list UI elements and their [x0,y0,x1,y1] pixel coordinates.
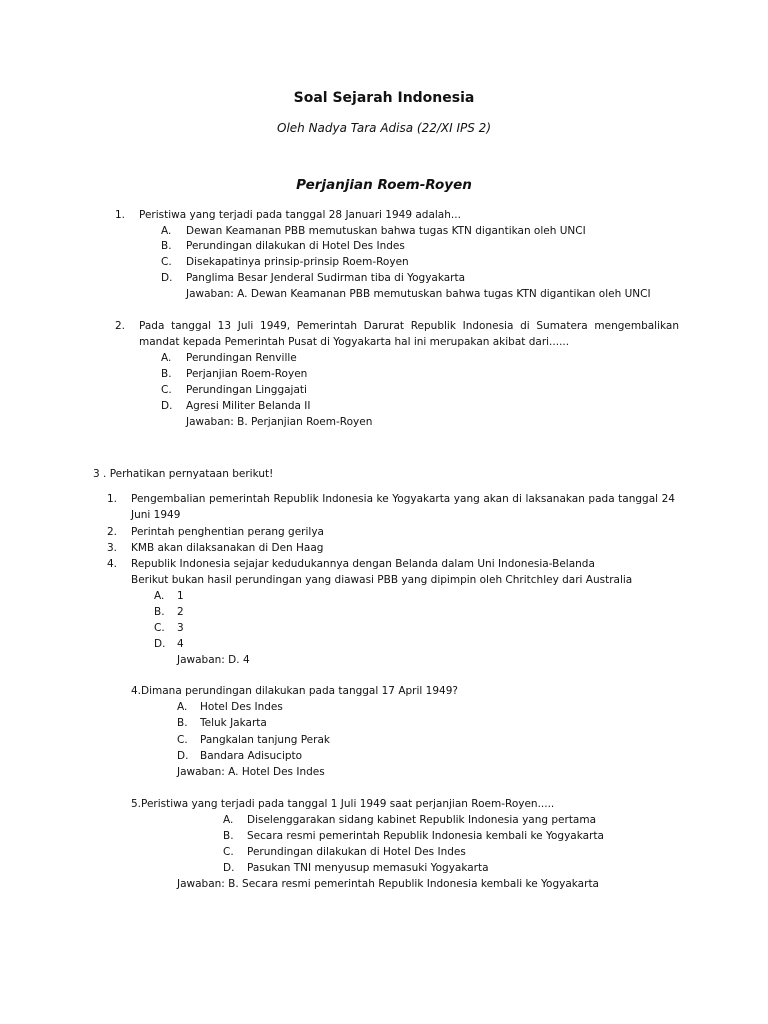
option-text: Bandara Adisucipto [200,750,303,762]
option-letter: D. [161,272,173,284]
document-author: Oleh Nadya Tara Adisa (22/XI IPS 2) [277,121,491,135]
option-text: Secara resmi pemerintah Republik Indonesia kembali ke Yogyakarta [247,830,604,842]
question-text: Berikut bukan hasil perundingan yang diawasi PBB yang dipimpin oleh Chritchley dari Australia [131,574,633,586]
option-letter: A. [161,225,172,237]
statement-text: KMB akan dilaksanakan di Den Haag [131,542,324,554]
option-letter: D. [154,638,166,650]
option-letter: C. [161,384,172,396]
option-text: Perjanjian Roem-Royen [186,368,308,380]
option-letter: C. [223,846,234,858]
option-letter: A. [161,352,172,364]
option-letter: C. [154,622,165,634]
option-text: 1 [177,590,184,602]
option-text: 3 [177,622,184,634]
question-text: 4.Dimana perundingan dilakukan pada tanggal 17 April 1949? [131,685,458,697]
option-text: Perundingan dilakukan di Hotel Des Indes [186,240,405,252]
option-letter: C. [177,734,188,746]
option-letter: B. [177,717,188,729]
question-intro: 3 . Perhatikan pernyataan berikut! [93,468,274,480]
option-letter: B. [161,240,172,252]
option-text: Panglima Besar Jenderal Sudirman tiba di Yogyakarta [186,272,466,284]
question-text: Peristiwa yang terjadi pada tanggal 28 Januari 1949 adalah... [139,209,461,221]
question-number: 2. [115,320,126,332]
option-text: 4 [177,638,184,650]
option-letter: D. [161,400,173,412]
statement-number: 3. [107,542,118,554]
statement-number: 2. [107,526,118,538]
option-text: Pasukan TNI menyusup memasuki Yogyakarta [247,862,489,874]
option-letter: A. [154,590,165,602]
option-letter: A. [177,701,188,713]
option-text: Diselenggarakan sidang kabinet Republik Indonesia yang pertama [247,814,597,826]
answer-text: Jawaban: D. 4 [177,654,250,666]
answer-text: Jawaban: A. Hotel Des Indes [177,766,325,778]
option-text: Perundingan Linggajati [186,384,307,396]
statement-number: 1. [107,493,118,505]
option-text: Disekapatinya prinsip-prinsip Roem-Royen [186,256,409,268]
option-text: Perundingan Renville [186,352,297,364]
option-text: Agresi Militer Belanda II [186,400,311,412]
option-letter: B. [154,606,165,618]
question-text: 5.Peristiwa yang terjadi pada tanggal 1 Juli 1949 saat perjanjian Roem-Royen..... [131,798,555,810]
statement-text: Republik Indonesia sejajar kedudukannya dengan Belanda dalam Uni Indonesia-Belanda [131,558,595,570]
option-text: 2 [177,606,184,618]
option-letter: C. [161,256,172,268]
question-number: 1. [115,209,126,221]
question-text: Pada tanggal 13 Juli 1949, Pemerintah Darurat Republik Indonesia di Sumatera mengembalikan mandat kepada Pemerintah Pusat di Yogyakarta hal ini merupakan akibat dari...... [139,320,679,348]
answer-text: Jawaban: B. Secara resmi pemerintah Republik Indonesia kembali ke Yogyakarta [177,878,599,890]
answer-text: Jawaban: A. Dewan Keamanan PBB memutuskan bahwa tugas KTN digantikan oleh UNCI [186,288,651,300]
statement-number: 4. [107,558,118,570]
option-letter: B. [161,368,172,380]
answer-text: Jawaban: B. Perjanjian Roem-Royen [186,416,373,428]
statement-text: Pengembalian pemerintah Republik Indonesia ke Yogyakarta yang akan di laksanakan pada tanggal 24 Juni 1949 [131,493,675,521]
statement-text: Perintah penghentian perang gerilya [131,526,324,538]
option-text: Pangkalan tanjung Perak [200,734,330,746]
option-text: Dewan Keamanan PBB memutuskan bahwa tugas KTN digantikan oleh UNCI [186,225,586,237]
section-heading: Perjanjian Roem-Royen [296,177,472,193]
option-letter: D. [177,750,189,762]
option-letter: B. [223,830,234,842]
option-letter: D. [223,862,235,874]
option-text: Perundingan dilakukan di Hotel Des Indes [247,846,466,858]
option-letter: A. [223,814,234,826]
option-text: Hotel Des Indes [200,701,283,713]
document-title: Soal Sejarah Indonesia [293,90,475,106]
option-text: Teluk Jakarta [200,717,267,729]
